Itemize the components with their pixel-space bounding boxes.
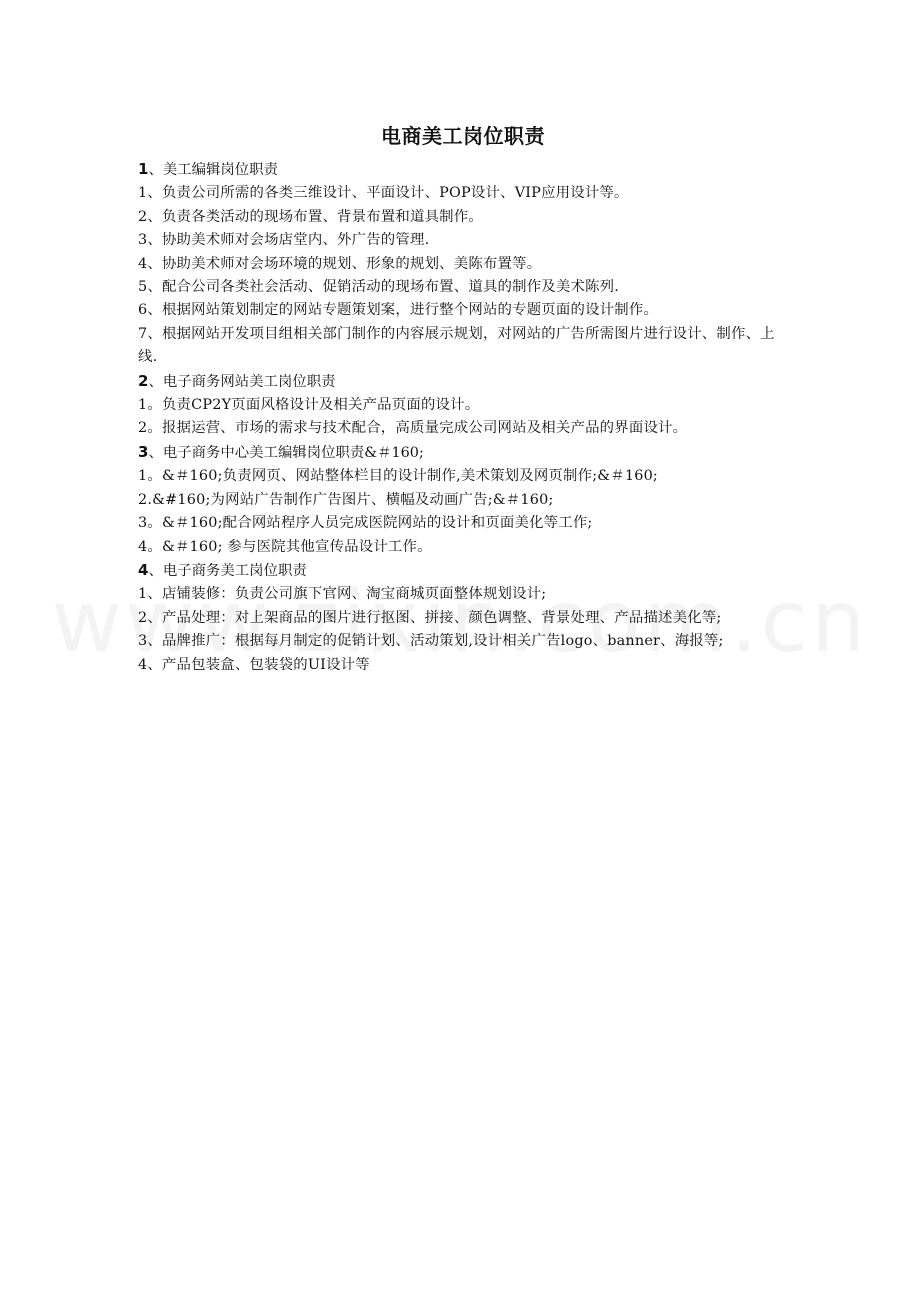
section-heading <box>138 559 788 583</box>
section-heading <box>138 158 788 182</box>
section-2 <box>138 370 788 441</box>
document-title: 电商美工岗位职责 <box>381 124 545 148</box>
section-heading <box>138 370 788 394</box>
list-item: 2。报据运营、市场的需求与技术配合，高质量完成公司网站及相关产品的界面设计。 <box>138 420 688 437</box>
section-heading-text: 、电子商务网站美工岗位职责 <box>148 373 336 390</box>
list-item: 2、负责各类活动的现场布置、背景布置和道具制作。 <box>138 208 483 225</box>
list-item: 4、协助美术师对会场环境的规划、形象的规划、美陈布置等。 <box>138 255 542 272</box>
list-item: 4。&＃160; 参与医院其他宣传品设计工作。 <box>138 538 432 555</box>
list-item: 3。&＃160;配合网站程序人员完成医院网站的设计和页面美化等工作; <box>138 515 593 532</box>
section-3 <box>138 441 788 559</box>
list-item: 1、店铺装修：负责公司旗下官网、淘宝商城页面整体规划设计; <box>138 586 547 603</box>
list-item: 1。负责CP2Y页面风格设计及相关产品页面的设计。 <box>138 397 480 414</box>
section-heading-text: 、美工编辑岗位职责 <box>148 162 278 178</box>
section-4 <box>138 559 788 677</box>
section-number: 2 <box>138 371 149 390</box>
list-item: 5、配合公司各类社会活动、促销活动的现场布置、道具的制作及美术陈列. <box>138 279 620 296</box>
list-item: 6、根据网站策划制定的网站专题策划案，进行整个网站的专题页面的设计制作。 <box>138 302 659 319</box>
section-heading-text: 、电子商务中心美工编辑岗位职责&＃160; <box>148 444 424 461</box>
list-item: 1。&＃160;负责网页、网站整体栏目的设计制作,美术策划及网页制作;&＃160; <box>138 468 658 485</box>
section-1 <box>138 158 788 370</box>
document-page <box>138 120 788 677</box>
section-number: 4 <box>138 560 149 579</box>
list-item: 1、负责公司所需的各类三维设计、平面设计、POP设计、VIP应用设计等。 <box>138 185 629 202</box>
list-item: 2.&#160;为网站广告制作广告图片、横幅及动画广告;&＃160; <box>138 491 554 508</box>
section-number: 3 <box>138 442 149 461</box>
list-item: 2、产品处理：对上架商品的图片进行抠图、拼接、颜色调整、背景处理、产品描述美化等; <box>138 609 722 626</box>
section-heading-text: 、电子商务美工岗位职责 <box>148 562 307 579</box>
list-item: 7、根据网站开发项目组相关部门制作的内容展示规划，对网站的广告所需图片进行设计、制作、上线. <box>138 325 775 366</box>
section-heading <box>138 441 788 465</box>
section-number: 1 <box>138 160 149 178</box>
list-item: 4、产品包装盒、包装袋的UI设计等 <box>138 656 370 673</box>
list-item: 3、品牌推广：根据每月制定的促销计划、活动策划,设计相关广告logo、banner、海报等; <box>138 633 724 650</box>
list-item: 3、协助美术师对会场店堂内、外广告的管理. <box>138 232 430 249</box>
